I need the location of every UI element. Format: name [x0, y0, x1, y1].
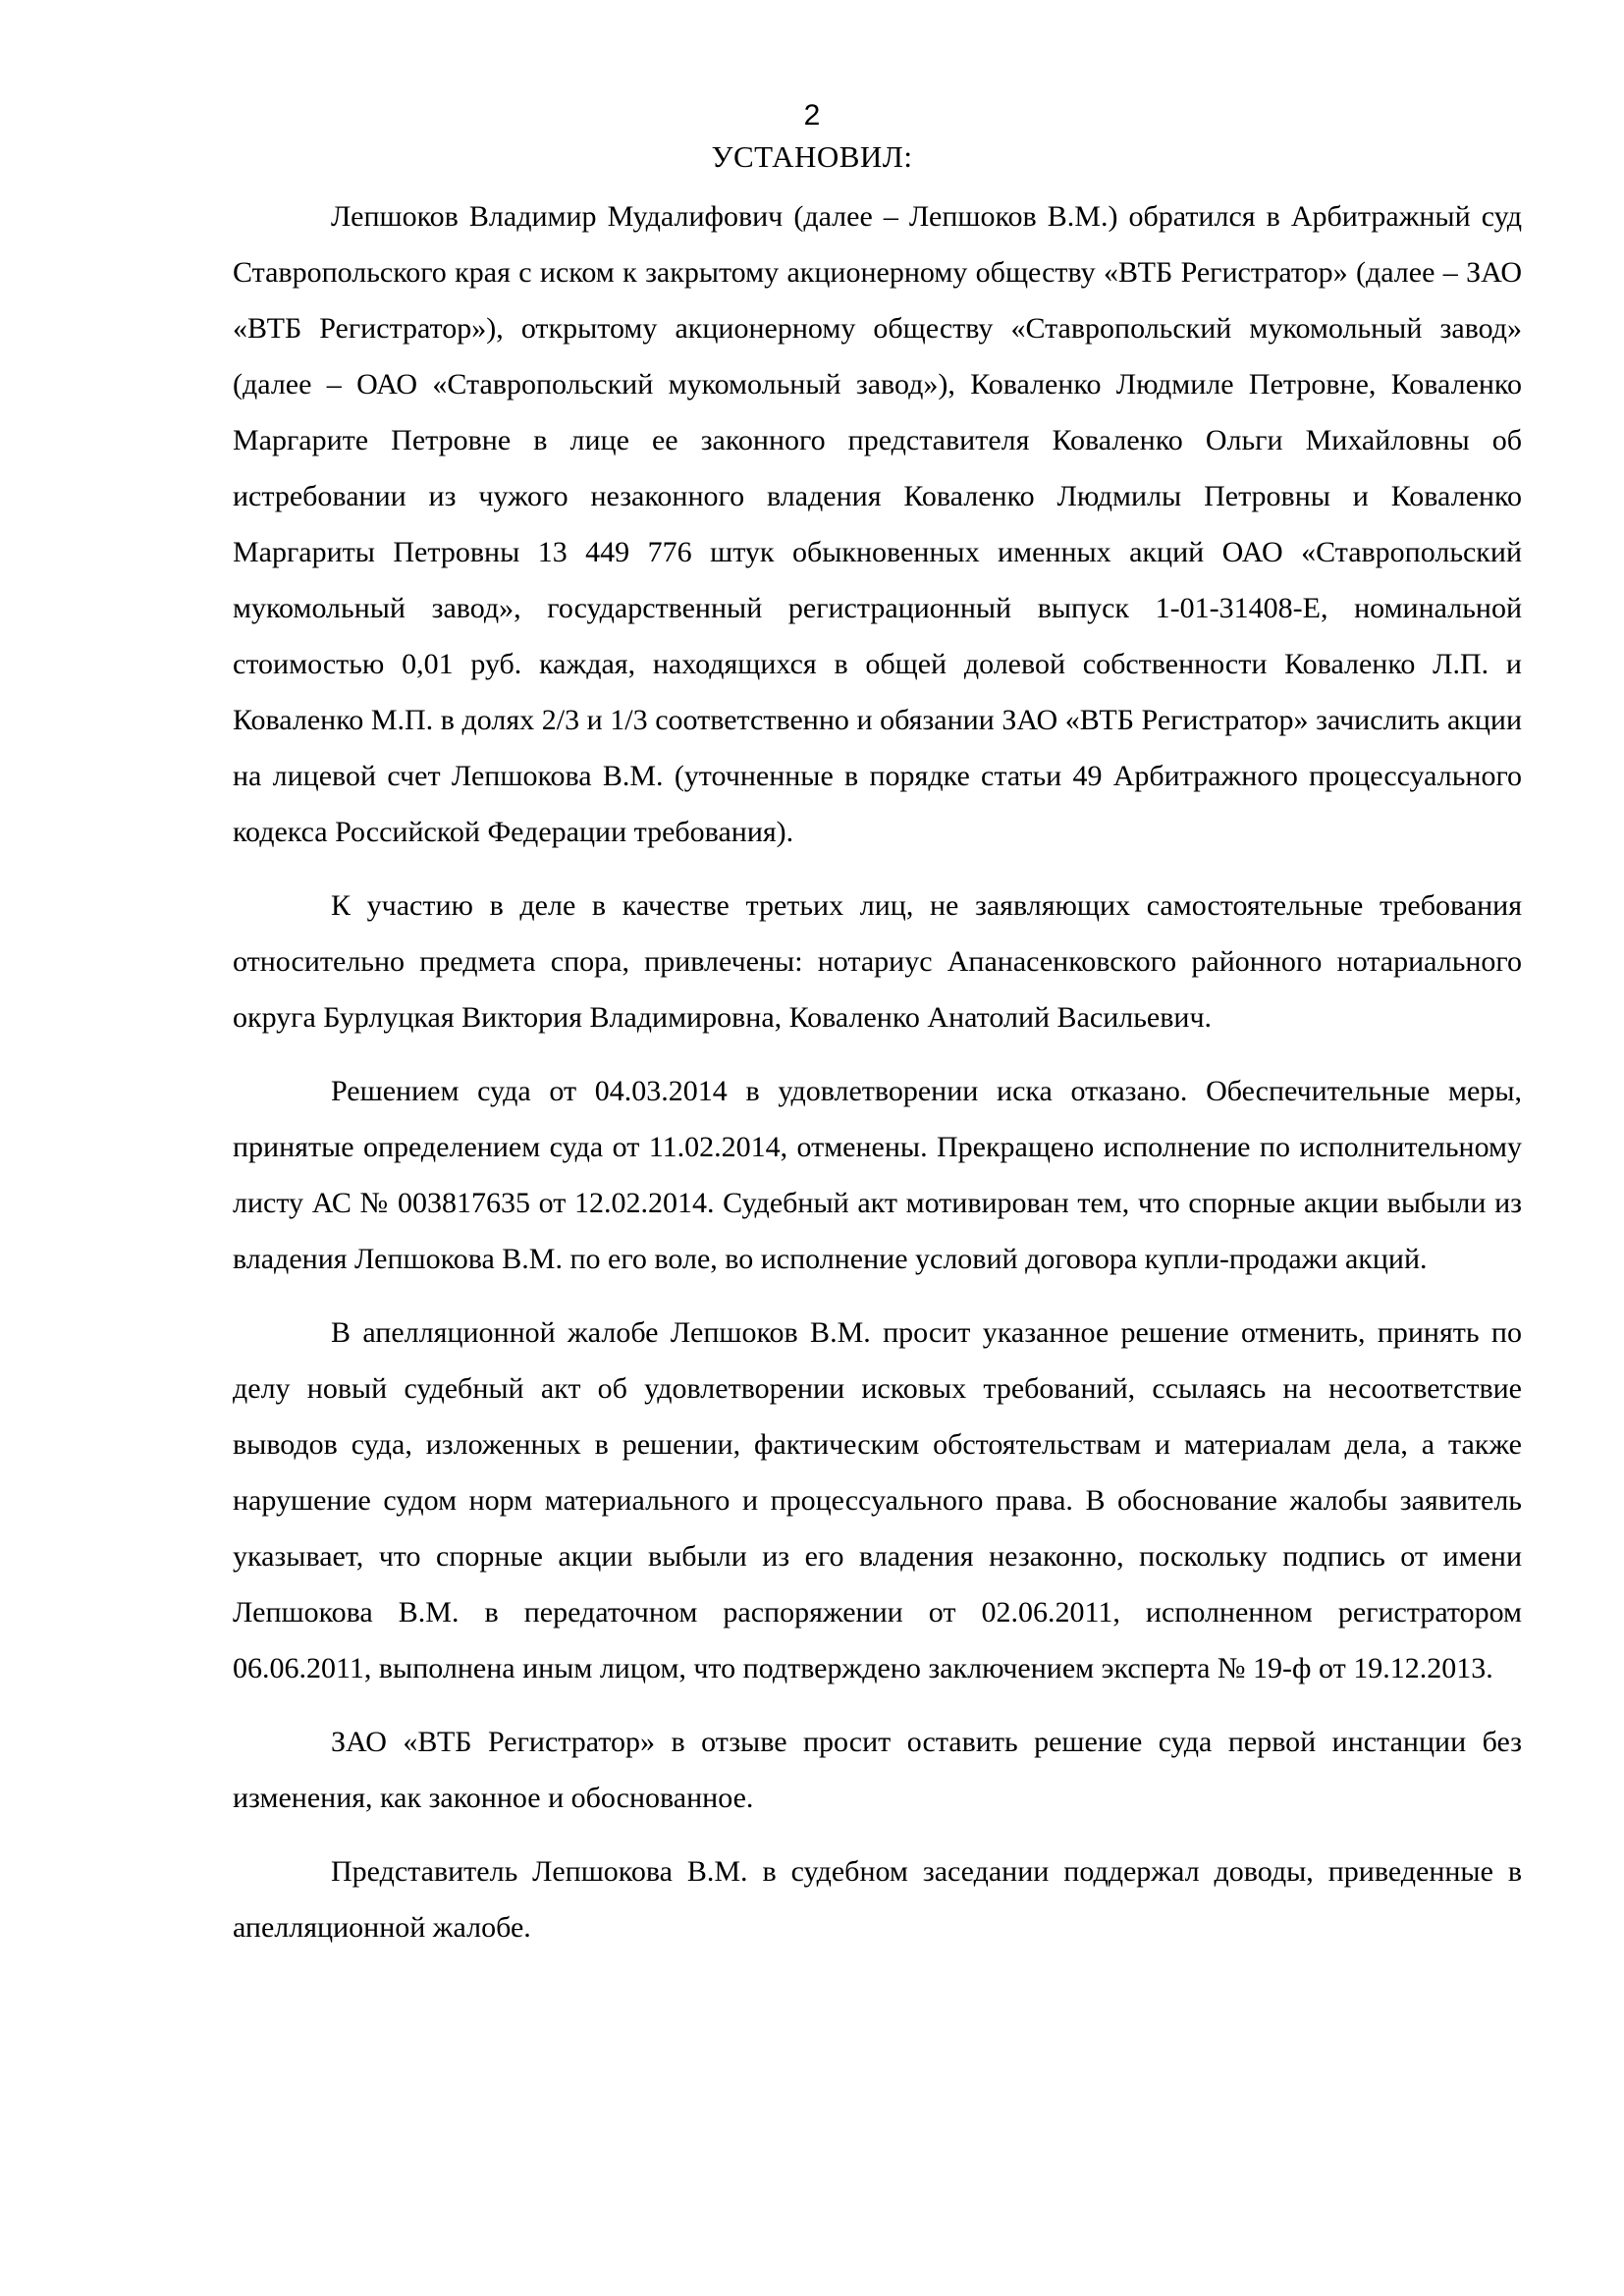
paragraph-representative: Представитель Лепшокова В.М. в судебном заседании поддержал доводы, приведенные в апелляционной жалобе.	[233, 1855, 1522, 1944]
paragraph-decision: Решением суда от 04.03.2014 в удовлетворении иска отказано. Обеспечительные меры, принятые определением суда от 11.02.2014, отменены. Прекращено исполнение по исполнительному листу АС № 003817635 от 12.02.2014. Судебный акт мотивирован тем, что спорные акции выбыли из владения Лепшокова В.М. по его воле, во исполнение условий договора купли-продажи акций.	[233, 1075, 1522, 1275]
paragraph-third-parties: К участию в деле в качестве третьих лиц, не заявляющих самостоятельные требования относительно предмета спора, привлечены: нотариус Апанасенковского районного нотариального округа Бурлуцкая Виктория Владимировна, Коваленко Анатолий Васильевич.	[233, 889, 1522, 1034]
section-heading: УСТАНОВИЛ:	[711, 139, 913, 174]
paragraph-claim: Лепшоков Владимир Мудалифович (далее – Лепшоков В.М.) обратился в Арбитражный суд Ставропольского края с иском к закрытому акционерному обществу «ВТБ Регистратор» (далее – ЗАО «ВТБ Регистратор»), открытому акционерному обществу «Ставропольский мукомольный завод» (далее – ОАО «Ставропольский мукомольный завод»), Коваленко Людмиле Петровне, Коваленко Маргарите Петровне в лице ее законного представителя Коваленко Ольги Михайловны об истребовании из чужого незаконного владения Коваленко Людмилы Петровны и Коваленко Маргариты Петровны 13 449 776 штук обыкновенных именных акций ОАО «Ставропольский мукомольный завод», государственный регистрационный выпуск 1-01-31408-Е, номинальной стоимостью 0,01 руб. каждая, находящихся в общей долевой собственности Коваленко Л.П. и Коваленко М.П. в долях 2/3 и 1/3 соответственно и обязании ЗАО «ВТБ Регистратор» зачислить акции на лицевой счет Лепшокова В.М. (уточненные в порядке статьи 49 Арбитражного процессуального кодекса Российской Федерации требования).	[233, 200, 1522, 848]
paragraph-response: ЗАО «ВТБ Регистратор» в отзыве просит оставить решение суда первой инстанции без изменения, как законное и обоснованное.	[233, 1726, 1522, 1814]
page-number: 2	[803, 99, 821, 132]
paragraph-appeal: В апелляционной жалобе Лепшоков В.М. просит указанное решение отменить, принять по делу новый судебный акт об удовлетворении исковых требований, ссылаясь на несоответствие выводов суда, изложенных в решении, фактическим обстоятельствам и материалам дела, а также нарушение судом норм материального и процессуального права. В обоснование жалобы заявитель указывает, что спорные акции выбыли из его владения незаконно, поскольку подпись от имени Лепшокова В.М. в передаточном распоряжении от 02.06.2011, исполненном регистратором 06.06.2011, выполнена иным лицом, что подтверждено заключением эксперта № 19-ф от 19.12.2013.	[233, 1316, 1522, 1684]
document-body	[233, 188, 1522, 1973]
